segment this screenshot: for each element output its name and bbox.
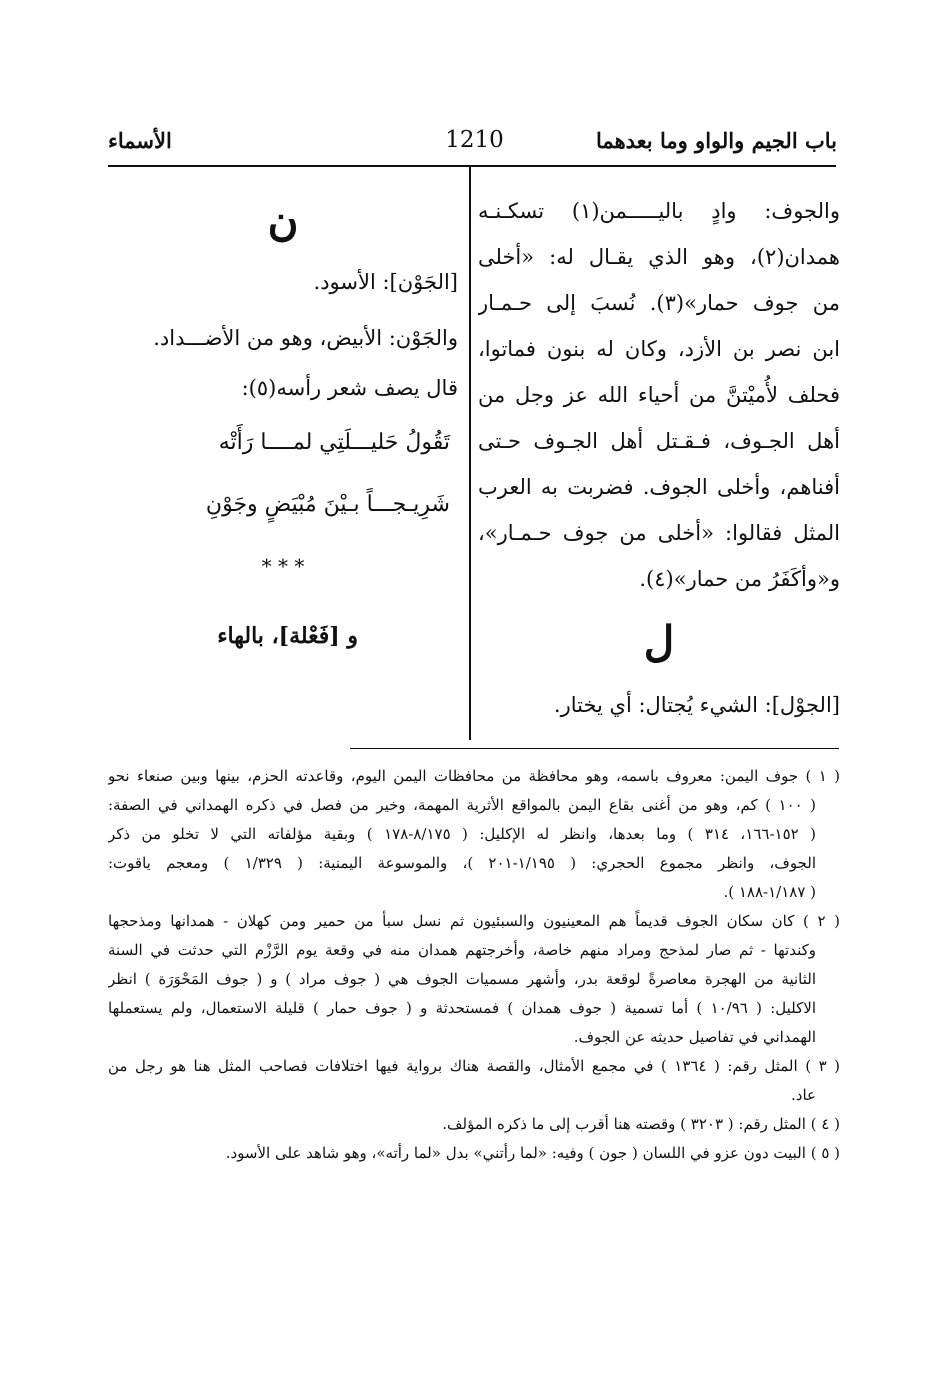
footnote-line: ( ٢ ) كان سكان الجوف قديماً هم المعينيون والسبئيون ثم نسل سبأ من حمير ومن كهلان - همدانها ومذحجها (108, 912, 840, 930)
section-heading-fala: و [فَعْلة]، بالهاء (217, 623, 358, 649)
right-column (478, 188, 840, 728)
footnote-line: الجوف، وانظر مجموع الحجري: ( ١/١٩٥-٢٠١ )، والموسوعة اليمنية: ( ١/٣٢٩ ) ومعجم ياقوت: (108, 854, 816, 872)
footnote-line: ( ١ ) جوف اليمن: معروف باسمه، وهو محافظة من محافظات اليمن اليوم، وقاعدته الحزم، بينها وبين صنعاء نحو (108, 767, 840, 785)
footnote-line: ( ٤ ) المثل رقم: ( ٣٢٠٣ ) وقصته هنا أقرب إلى ما ذكره المؤلف. (442, 1115, 840, 1133)
footnote-line: وكندتها - ثم صار لمذحج ومراد منهم خاصة، وأخرجتهم همدان منه في وقعة يوم الرَّزْم التي حدثت في السنة (108, 941, 816, 959)
section-letter-nun: ن (267, 196, 299, 245)
text-line: والجوف: وادٍ باليـــــمن(١) تسكـنـه (478, 199, 840, 223)
text-line: ابن نصر بن الأزد، وكان له بنون فماتوا، (478, 337, 840, 361)
text-line: همدان(٢)، وهو الذي يقـال له: «أخلى (478, 245, 840, 269)
page-number: 1210 (445, 127, 504, 153)
poem-intro: قال يصف شعر رأسه(٥): (241, 376, 458, 400)
poem-verse-1: تَقُولُ حَليـــلَتِي لمــــا رَأَتْه (218, 430, 450, 455)
text-line: و«وأكَفَرُ من حمار»(٤). (639, 567, 840, 591)
entry-jawn-white: والجَوْن: الأبيض، وهو من الأضـــداد. (153, 326, 458, 350)
footnote-line: ( ٣ ) المثل رقم: ( ١٣٦٤ ) في مجمع الأمثال، والقصة هناك برواية فيها اختلافات فصاحب المثل هنا هو رجل من (108, 1057, 840, 1075)
text-line: من جوف حمار»(٣). نُسبَ إلى حـمـار (478, 291, 840, 315)
footnote-line: ( ١/١٨٧-١٨٨ ). (723, 883, 816, 901)
header-rule (108, 165, 836, 167)
section-separator-stars: * * * (261, 554, 305, 578)
left-column (108, 190, 458, 676)
footnote-rule (350, 748, 839, 749)
text-line: أفناهم، وأخلى الجوف. فضربت به العرب (478, 475, 840, 499)
footnote-line: الهمداني في تفاصيل حديثه عن الجوف. (573, 1028, 816, 1046)
footnote-line: ( ١٥٢-١٦٦، ٣١٤ ) وما بعدها، وانظر له الإكليل: ( ٨/١٧٥-١٧٨ ) وبقية مؤلفاته التي لا تخلو من ذكر (108, 825, 816, 843)
running-header-chapter: باب الجيم والواو وما بعدهما (596, 128, 837, 153)
entry-jawl: [الجوْل]: الشيء يُجتال: أي يختار. (553, 693, 840, 717)
entry-jawn-black: [الجَوْن]: الأسود. (313, 270, 458, 294)
section-letter-lam: ل (643, 617, 675, 666)
footnote-line: عاد. (791, 1086, 816, 1104)
running-header-section: الأسماء (108, 128, 172, 153)
poem-verse-2: شَرِيـجـــاً بـيْنَ مُبْيَضٍ وجَوْنِ (205, 492, 450, 517)
footnote-line: الثانية من الهجرة معاصرةً لوقعة بدر، وأشهر مسميات الجوف هي ( جوف مراد ) و ( جوف المَحْوَرَة ) انظر (108, 970, 816, 988)
footnotes (108, 762, 840, 1168)
footnote-line: الاكليل: ( ١٠/٩٦ ) أما تسمية ( جوف همدان ) فمستحدثة و ( جوف حمار ) قليلة الاستعمال، ولم يستعملها (108, 999, 816, 1017)
footnote-line: ( ١٠٠ ) كم، وهو من أغنى بقاع اليمن بالمواقع الأثرية المهمة، وخير من فصل في ذكره الهمداني في الصفة: (108, 796, 816, 814)
column-divider (469, 166, 471, 740)
text-line: المثل فقالوا: «أخلى من جوف حـمـار»، (478, 521, 840, 545)
text-line: فحلف لأُميْتنَّ من أحياء الله عز وجل من (478, 383, 840, 407)
footnote-line: ( ٥ ) البيت دون عزو في اللسان ( جون ) وفيه: «لما رأتني» بدل «لما رأته»، وهو شاهد على الأسود. (225, 1144, 840, 1162)
text-line: أهل الجـوف، فـقـتل أهل الجـوف حـتى (478, 429, 840, 453)
